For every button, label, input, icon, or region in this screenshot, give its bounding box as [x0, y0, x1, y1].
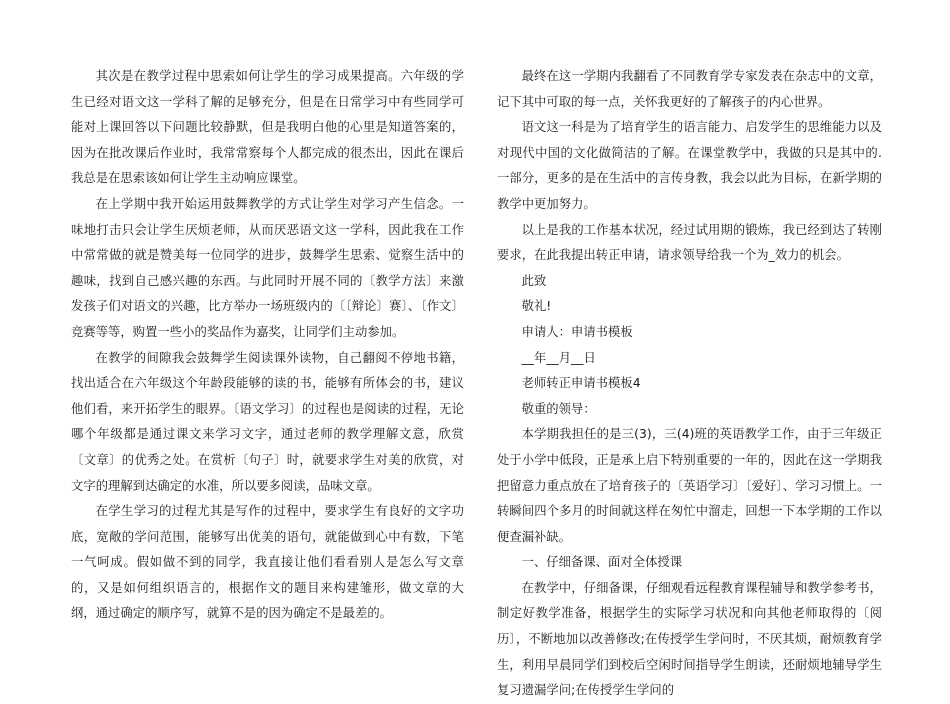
paragraph-english-teaching: 本学期我担任的是三(3)，三(4)班的英语教学工作，由于三年级正处于小学中低段，正是承上启下特别重要的一年的，因此在这一学期我把留意力重点放在了培育孩子的〔英语学习〕〔爱好〕、学习习惯上。一转瞬间四个多月的时间就这样在匆忙中溜走，回想一下本学期的工作以便查漏补缺。 [497, 427, 882, 544]
paragraph-summary-request: 以上是我的工作基本状况，经过试用期的锻炼，我已经到达了转刚要求，在此我提出转正申请，请求领导给我一个为_效力的机会。 [497, 222, 882, 263]
paragraph-language-subject: 语文这一科是为了培育学生的语言能力、启发学生的思维能力以及对现代中国的文化做简洁的了解。在课堂教学中，我做的只是其中的.一部分，更多的是在生活中的言传身教，我会以此为目标，在新学期的教学中更加努力。 [497, 120, 882, 211]
right-column [497, 64, 882, 704]
section-heading-one: 一、仔细备课、面对全体授课 [521, 555, 683, 570]
date-line: __年__月__日 [521, 350, 596, 365]
paragraph-extracurricular-reading: 在教学的间隙我会鼓舞学生阅读课外读物，自己翻阅不停地书籍，找出适合在六年级这个年龄段能够的读的书，能够有所体会的书，建议他们看，来开拓学生的眼界。〔语文学习〕的过程也是阅读的过程，无论哪个年级都是通过课文来学习文字，通过老师的教学理解文意，欣赏〔文章〕的优秀之处。在赏析〔句子〕时，就要求学生对美的欣赏，对文字的理解到达确定的水准，所以要多阅读，品味文章。 [71, 350, 464, 493]
paragraph-reflection: 其次是在教学过程中思索如何让学生的学习成果提高。六年级的学生已经对语文这一学科了解的足够充分，但是在日常学习中有些同学可能对上课回答以下问题比较静默，但是我明白他的心里是知道答案的，因为在批改课后作业时，我常常察每个人都完成的很杰出，因此在课后我总是在思索该如何让学生主动响应课堂。 [71, 69, 464, 186]
section-title: 老师转正申请书模板4 [521, 376, 641, 391]
paragraph-writing-process: 在学生学习的过程尤其是写作的过程中，要求学生有良好的文字功底，宽敞的学问范围，能够写出优美的语句，就能做到心中有数，下笔一气呵成。假如做不到的同学，我直接让他们看看别人是怎么写文章的，又是如何组织语言的，根据作文的题目来构建雏形，做文章的大纲，通过确定的顺序写，就算不是的因为确定不是最差的。 [71, 504, 464, 621]
paragraph-expert-articles: 最终在这一学期内我翻看了不同教育学专家发表在杂志中的文章，记下其中可取的每一点，关怀我更好的了解孩子的内心世界。 [497, 69, 882, 109]
salute-text: 敬礼! [521, 299, 552, 314]
closing-text: 此致 [521, 273, 547, 288]
paragraph-encouragement-teaching: 在上学期中我开始运用鼓舞教学的方式让学生对学习产生信念。一味地打击只会让学生厌烦老师，从而厌恶语文这一学科，因此我在工作中常常做的就是赞美每一位同学的进步，鼓舞学生思索、觉察生活中的趣味，找到自己感兴趣的东西。与此同时开展不同的〔教学方法〕来激发孩子们对语文的兴趣，比方举办一场班级内的〔〔辩论〕赛〕、〔作文〕竞赛等等，购置一些小的奖品作为嘉奖，让同学们主动参加。 [71, 196, 464, 339]
paragraph-lesson-preparation: 在教学中，仔细备课，仔细观看远程教育课程辅导和教学参考书，制定好教学准备，根据学生的实际学习状况和向其他老师取得的〔阅历〕，不断地加以改善修改;在传授学生学问时，不厌其烦，耐烦教育学生，利用早晨同学们到校后空闲时间指导学生朗读，还耐烦地辅导学生复习遗漏学问;在传授学生学问的 [497, 580, 882, 698]
applicant-line: 申请人：申请书模板 [521, 324, 633, 339]
greeting-line: 敬重的领导： [521, 401, 596, 416]
left-column [71, 64, 464, 627]
